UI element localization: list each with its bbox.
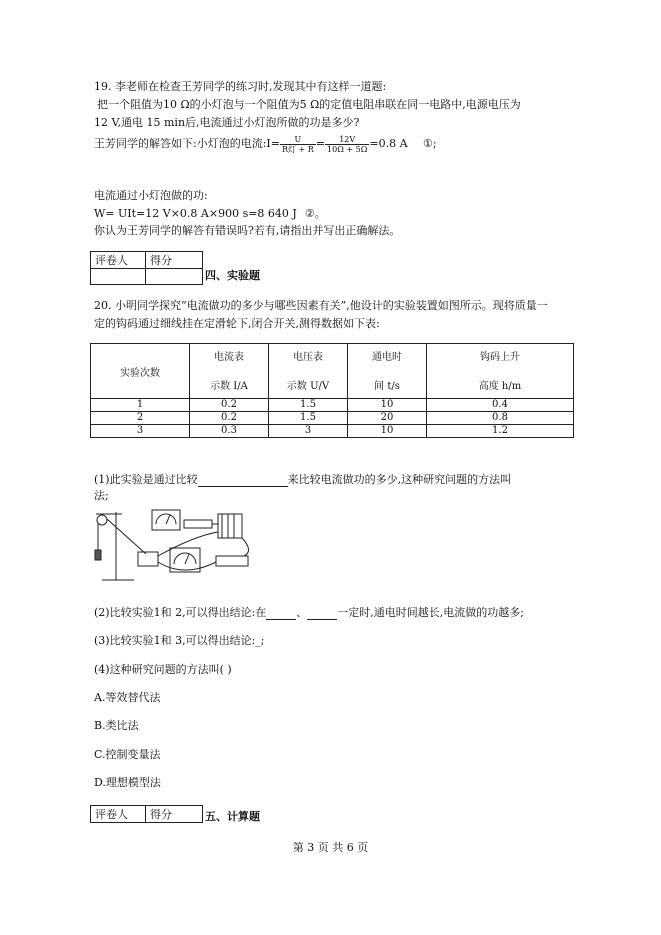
wire [158,532,218,556]
table-row: 1 0.2 1.5 10 0.4 [91,399,574,412]
q19-solution-result: =0.8 A [369,137,408,150]
q20-intro-line2: 定的钩码通过细线挂在定滑轮下,闭合开关,测得数据如下表: [94,317,380,330]
table-row: 2 0.2 1.5 20 0.8 [91,412,574,425]
q19-question: 你认为王芳同学的解答有错误吗?若有,请指出并写出正确解法。 [94,224,401,237]
ammeter-dial [174,553,196,564]
q19-problem-line1: 把一个阻值为10 Ω的小灯泡与一个阻值为5 Ω的定值电阻串联在同一电路中,电源电压为 [97,98,521,111]
q19-solution: 王芳同学的解答如下:小灯泡的电流:I= $\frac{U}{\text{R灯 + R}}$ = $\frac{12V}{10\Omega + 5\Omega}$ =0.8 A ①; [94,134,437,154]
pulley [97,515,107,525]
section5-title: 五、计算题 [205,810,260,823]
table-header-row [91,344,574,399]
score-box-2 [90,805,203,823]
fraction-formula: $\frac{U}{\text{R灯 + R}}$ [281,134,314,154]
wire [242,538,249,556]
q20-part4: (4)这种研究问题的方法叫( ) [94,663,232,676]
option-b[interactable]: B.类比法 [94,719,139,732]
option-d[interactable]: D.理想模型法 [94,776,161,789]
header-voltage: 电压表 示数 U/V [269,344,348,399]
wire [158,562,216,570]
q19-solution-prefix: 王芳同学的解答如下:小灯泡的电流:I= [94,137,280,150]
q20-intro-line1: 20. 小明同学探究“电流做功的多少与哪些因素有关”,他设计的实验装置如图所示。现将质量一 [94,299,548,312]
header-time: 通电时 间 t/s [348,344,427,399]
q20-part1: (1)此实验是通过比较 来比较电流做功的多少,这种研究问题的方法叫 [94,473,512,486]
score-label: 得分 [146,252,203,269]
fraction-values: $\frac{12V}{10\Omega + 5\Omega}$ [327,134,368,154]
hook-weight [95,550,101,560]
answer-blank[interactable] [266,608,296,620]
option-a[interactable]: A.等效替代法 [94,691,161,704]
page-footer: 第 3 页 共 6 页 [292,841,369,854]
header-current: 电流表 示数 I/A [190,344,269,399]
q19-work-formula: W= UIt=12 V×0.8 A×900 s=8 640 J ②。 [94,207,326,220]
reviewer-label: 评卷人 [91,806,146,823]
answer-blank[interactable] [307,608,337,620]
header-height: 钩码上升 高度 h/m [427,344,574,399]
experiment-table [90,343,574,438]
table-row: 3 0.3 3 10 1.2 [91,425,574,438]
q19-problem-line2: 12 V,通电 15 min后,电流通过小灯泡所做的功是多少? [94,116,360,129]
reviewer-label: 评卷人 [91,252,146,269]
switch [184,520,212,528]
experiment-apparatus-figure [94,506,256,586]
score-box-1 [90,251,203,285]
score-label: 得分 [146,806,203,823]
section4-title: 四、实验题 [205,269,260,282]
q19-intro: 19. 李老师在检查王芳同学的练习时,发现其中有这样一道题: [94,80,387,93]
q19-mark1: ①; [423,137,437,150]
header-trial: 实验次数 [91,344,190,399]
q20-part2: (2)比较实验1和 2,可以得出结论:在 、 一定时,通电时间越长,电流做的功越多; [94,606,524,619]
q19-work-label: 电流通过小灯泡做的功: [94,189,208,202]
answer-blank[interactable] [198,475,288,487]
q20-part1-cont: 法; [94,489,109,502]
option-c[interactable]: C.控制变量法 [94,748,161,761]
q20-part3: (3)比较实验1和 3,可以得出结论:_; [94,634,265,647]
voltmeter [152,510,180,530]
string-to-motor [107,519,146,554]
motor [138,552,158,566]
rheostat [216,556,248,566]
voltmeter-dial [156,514,176,524]
q19-mark2: ②。 [304,207,326,220]
